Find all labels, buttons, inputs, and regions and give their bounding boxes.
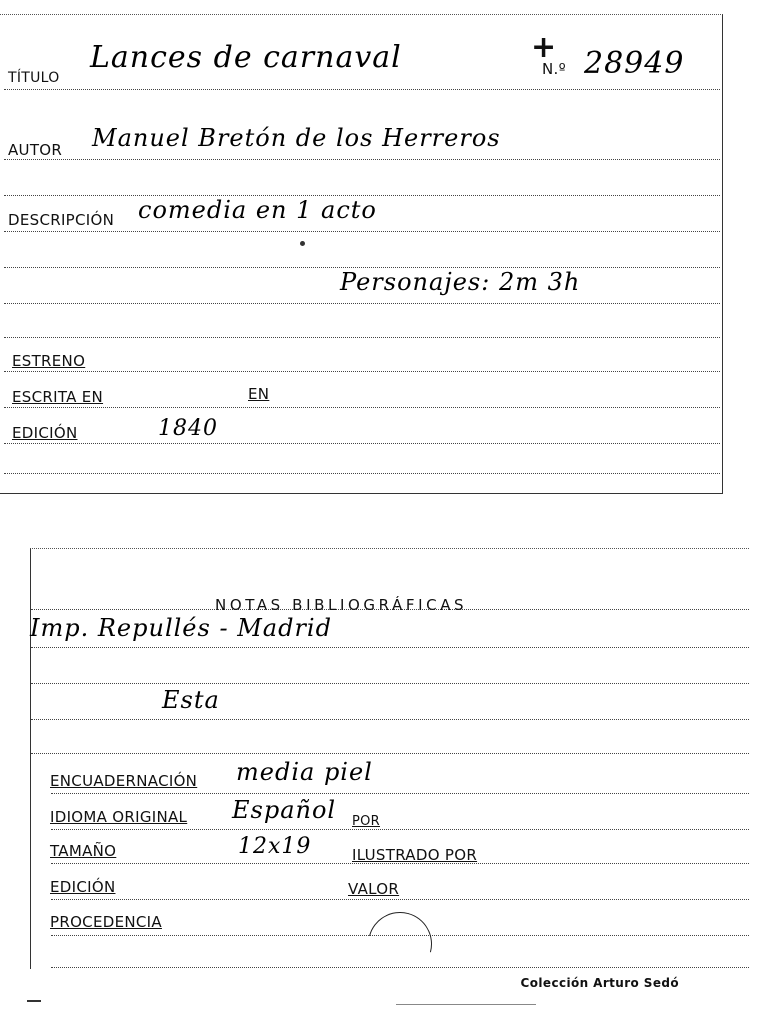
notas-title: NOTAS BIBLIOGRÁFICAS	[215, 596, 468, 614]
procedencia-label: PROCEDENCIA	[50, 913, 162, 931]
back-edicion-label: EDICIÓN	[50, 878, 116, 896]
card-rule	[4, 443, 720, 444]
card-rule	[4, 407, 720, 408]
card-rule	[4, 473, 720, 474]
personajes-value: Personajes: 2m 3h	[340, 268, 581, 296]
en-label: EN	[248, 385, 270, 403]
descripcion-label: DESCRIPCIÓN	[8, 211, 115, 229]
number-prefix: N.º	[542, 60, 566, 78]
ink-speck	[27, 1000, 41, 1002]
titulo-value: Lances de carnaval	[90, 40, 402, 75]
tamano-label: TAMAÑO	[50, 842, 117, 860]
edicion-value: 1840	[158, 416, 218, 441]
descripcion-value: comedia en 1 acto	[138, 196, 377, 224]
card-rule	[4, 231, 720, 232]
autor-label: AUTOR	[8, 141, 63, 159]
ink-speck	[300, 241, 305, 246]
tamano-value: 12x19	[238, 834, 312, 859]
estreno-label: ESTRENO	[12, 352, 86, 370]
por-label: POR	[352, 814, 381, 829]
catalog-card-front	[0, 14, 723, 494]
edicion-label: EDICIÓN	[12, 424, 78, 442]
autor-value: Manuel Bretón de los Herreros	[92, 124, 501, 152]
card-rule	[4, 159, 720, 160]
extra-note-value: Esta	[162, 686, 220, 714]
card-rule	[4, 371, 720, 372]
collection-credit: Colección Arturo Sedó	[520, 976, 679, 990]
valor-label: VALOR	[348, 880, 400, 898]
ink-speck	[396, 1004, 536, 1005]
escrita-en-label: ESCRITA EN	[12, 388, 104, 406]
card-rule	[31, 683, 749, 684]
card-rule	[51, 829, 749, 830]
ilustrado-por-label: ILUSTRADO POR	[352, 846, 478, 864]
card-rule	[31, 753, 749, 754]
card-rule	[31, 719, 749, 720]
record-number: 28949	[584, 46, 685, 81]
idioma-original-label: IDIOMA ORIGINAL	[50, 808, 188, 826]
card-rule	[4, 337, 720, 338]
encuadernacion-value: media piel	[236, 758, 373, 786]
titulo-label: TÍTULO	[8, 70, 60, 86]
card-rule	[51, 793, 749, 794]
cross-mark: +	[531, 30, 557, 65]
card-rule	[31, 647, 749, 648]
card-rule	[4, 89, 720, 90]
encuadernacion-label: ENCUADERNACIÓN	[50, 772, 198, 790]
imprenta-value: Imp. Repullés - Madrid	[30, 614, 332, 642]
card-rule	[51, 899, 749, 900]
card-rule	[4, 303, 720, 304]
idioma-original-value: Español	[232, 796, 337, 824]
